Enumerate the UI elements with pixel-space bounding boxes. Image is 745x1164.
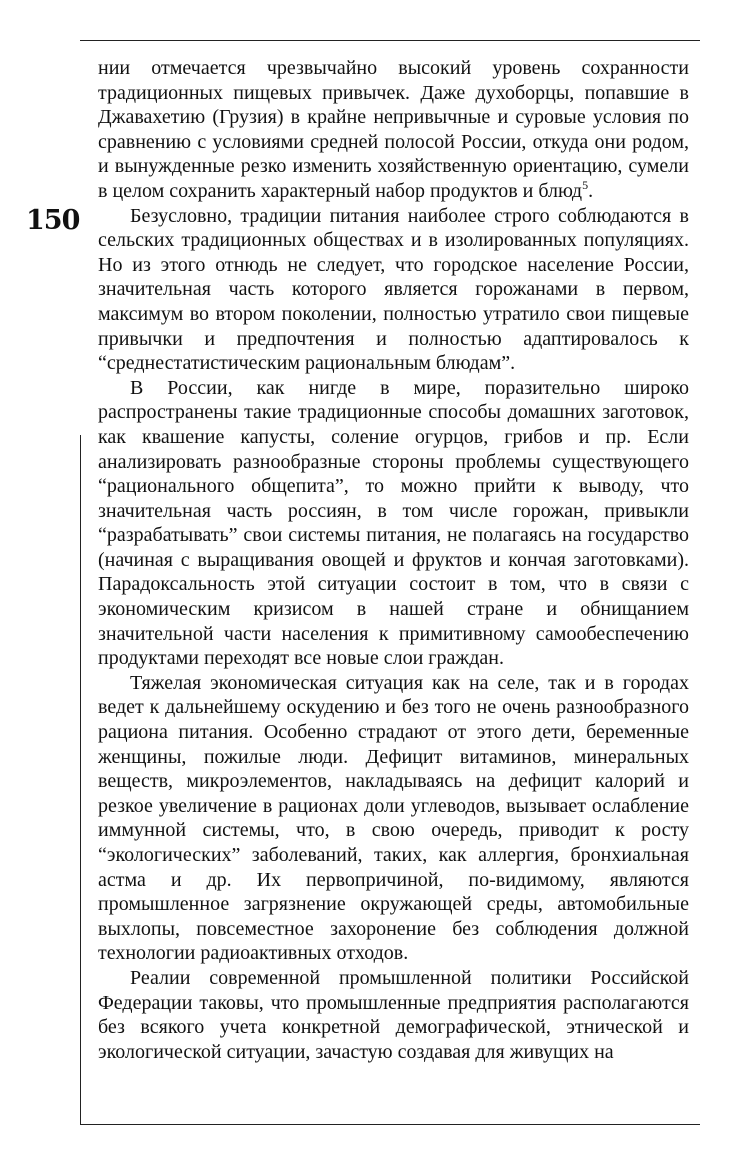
paragraph: Тяжелая экономическая ситуация как на селе, так и в городах ведет к дальнейшему оскудению и без того не очень разнообразного рациона питания. Особенно страдают от этого дети, беременные женщины, пожилые люди. Дефицит витаминов, минеральных веществ, микроэлементов, накладываясь на дефицит калорий и резкое увеличение в рационах доли углеводов, вызывает ослабление иммунной системы, что, в свою очередь, приводит к росту “экологических” заболеваний, таких, как аллергия, бронхиальная астма и др. Их первопричиной, по-видимому, являются промышленное загрязнение окружающей среды, автомобильные выхлопы, повсеместное захоронение без соблюдения должной технологии радиоактивных отходов. [98, 671, 689, 965]
bottom-rule [80, 1124, 700, 1125]
footnote-reference[interactable]: 5 [582, 177, 589, 192]
paragraph: нии отмечается чрезвычайно высокий уровень сохранности традиционных пищевых привычек. Даже духоборцы, попавшие в Джавахетию (Грузия) в крайне непривычные и суровые условия по сравнению с условиями средней полосой России, откуда они родом, и вынужденные резко изменить хозяйственную ориентацию, сумели в целом сохранить характерный набор продуктов и блюд$^5$. [98, 57, 689, 202]
top-rule [80, 40, 700, 41]
paragraph: Реалии современной промышленной политики Российской Федерации таковы, что промышленные предприятия располагаются без всякого учета конкретной демографической, этнической и экологической ситуации, зачастую создавая для живущих на [98, 966, 689, 1063]
paragraph: Безусловно, традиции питания наиболее строго соблюдаются в сельских традиционных обществах и в изолированных популяциях. Но из этого отнюдь не следует, что городское население России, значительная часть которого является горожанами в первом, максимум во втором поколении, полностью утратило свои пищевые привычки и предпочтения и полностью адаптировалось к “среднестатистическим рациональным блюдам”. [98, 204, 689, 375]
left-margin-rule [80, 435, 81, 1125]
body-text [98, 56, 689, 1064]
paragraph-text: нии отмечается чрезвычайно высокий уровень сохранности традиционных пищевых привычек. Даже духоборцы, попавшие в Джавахетию (Грузия) в крайне непривычные и суровые условия по сравнению с условиями средней полосой России, откуда они родом, и вынужденные резко изменить хозяйственную ориентацию, сумели в целом сохранить характерный набор продуктов и блюд [98, 57, 689, 202]
page-number: 150 [26, 205, 80, 236]
paragraph: В России, как нигде в мире, поразительно широко распространены такие традиционные способы домашних заготовок, как квашение капусты, соление огурцов, грибов и пр. Если анализировать разнообразные стороны проблемы существующего “рационального общепита”, то можно прийти к выводу, что значительная часть россиян, в том числе горожан, привыкли “разрабатывать” свои системы питания, не полагаясь на государство (начиная с выращивания овощей и фруктов и кончая заготовками). Парадоксальность этой ситуации состоит в том, что в связи с экономическим кризисом в нашей стране и обнищанием значительной части населения к примитивному самообеспечению продуктами переходят все новые слои граждан. [98, 376, 689, 670]
